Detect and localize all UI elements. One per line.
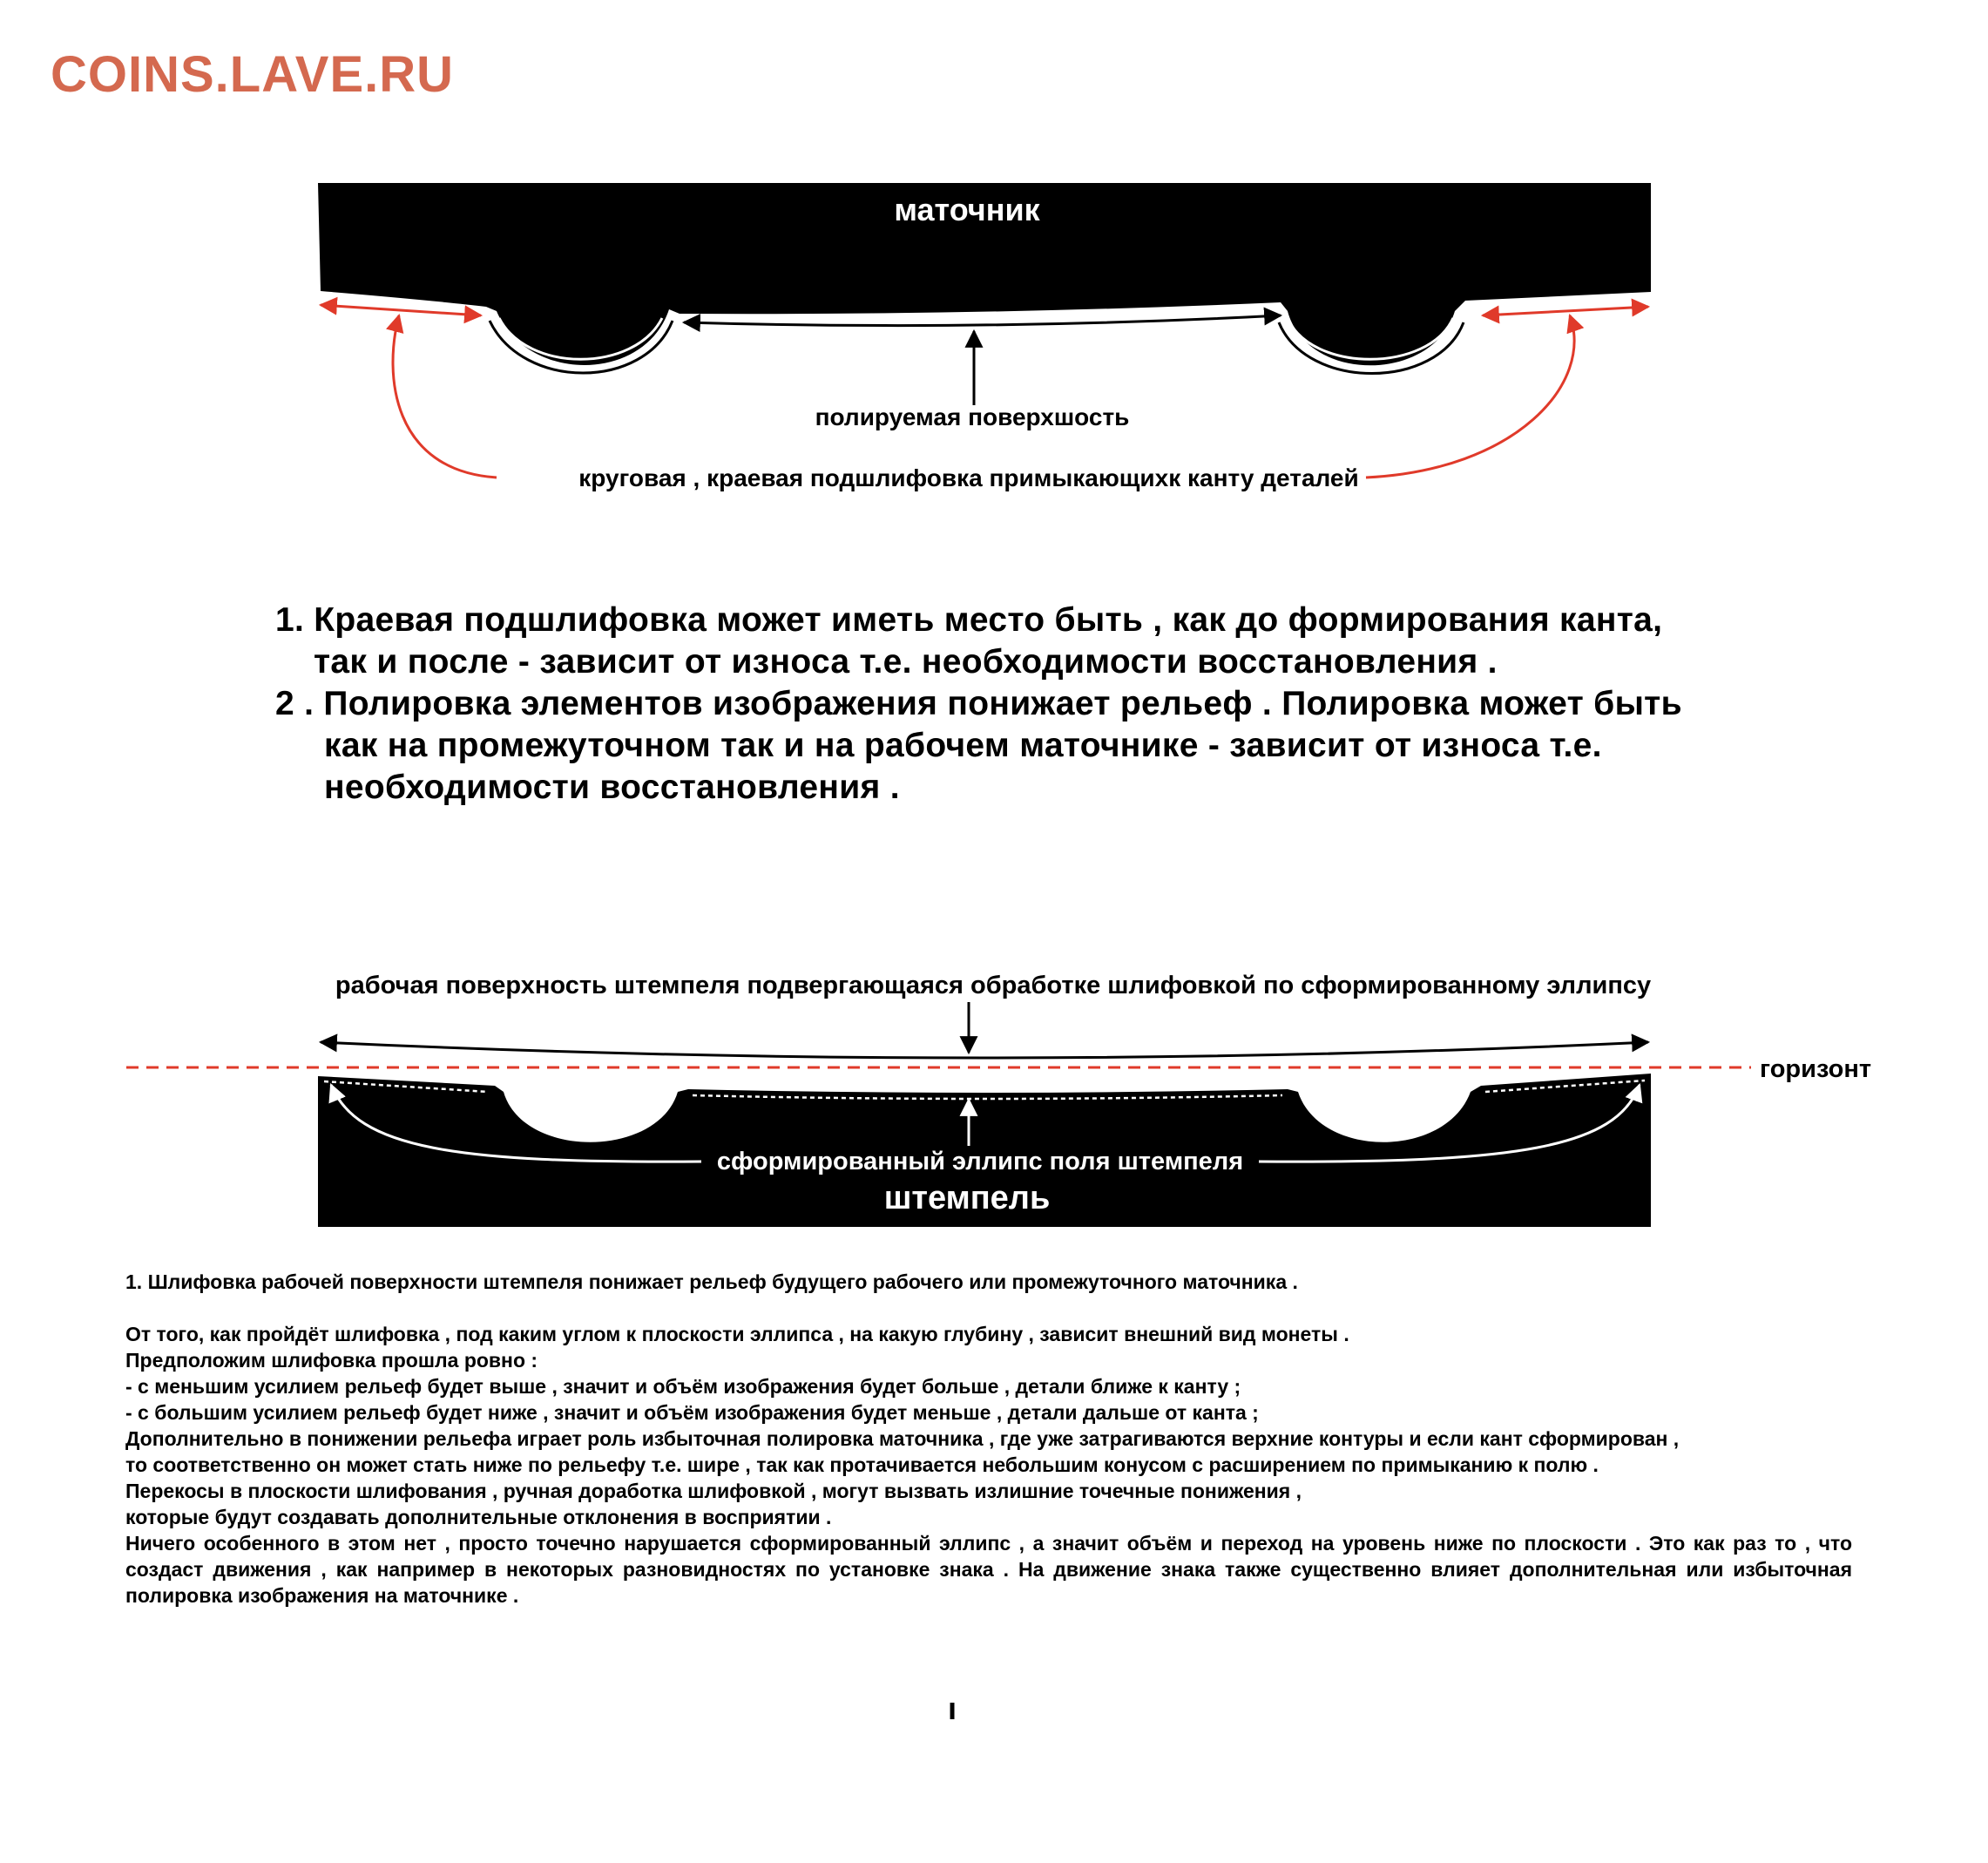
paragraph: Дополнительно в понижении рельефа играет роль избыточная полировка маточника , где уже затрагиваются верхние контуры и если кант сформирован ,: [125, 1427, 1680, 1450]
notes-section-1: [275, 600, 1682, 809]
edge-grinding-label: круговая , краевая подшлифовка примыкающихк канту деталей: [578, 464, 1359, 491]
paragraph: Предположим шлифовка прошла ровно :: [125, 1349, 538, 1372]
edge-pointer-left: [393, 315, 497, 478]
matrix-diagram: [318, 183, 1651, 491]
note-item-2: 2 . Полировка элементов изображения понижает рельеф . Полировка может быть: [275, 685, 1682, 722]
die-diagram: [126, 972, 1871, 1227]
die-label: штемпель: [883, 1180, 1051, 1216]
paragraph: 1. Шлифовка рабочей поверхности штемпеля понижает рельеф будущего рабочего или промежуточного маточника .: [125, 1270, 1298, 1293]
paragraph: Перекосы в плоскости шлифования , ручная доработка шлифовкой , могут вызвать излишние точечные понижения ,: [125, 1480, 1302, 1502]
matrix-label: маточник: [894, 192, 1040, 227]
paragraph: Ничего особенного в этом нет , просто точечно нарушается сформированный эллипс , а значит объём и переход на уровень ниже по плоскости . Это как раз то , что создаст движения , как например в некоторых разновидностях по установке знака . На движение знака также существенно влияет дополнительная или избыточная полировка изображения на маточнике .: [125, 1532, 1852, 1607]
polished-surface-label: полируемая поверхшость: [815, 403, 1130, 430]
polished-surface-arrow: [684, 315, 1281, 326]
working-surface-label: рабочая поверхность штемпеля подвергающаяся обработке шлифовкой по сформированному эллипсу: [335, 972, 1652, 999]
footer-mark: ı: [948, 1690, 957, 1726]
paragraph: - с меньшим усилием рельеф будет выше , значит и объём изображения будет больше , детали ближе к канту ;: [125, 1375, 1241, 1398]
note-item-2-cont: необходимости восстановления .: [324, 769, 900, 806]
notes-section-2: [125, 1269, 1852, 1609]
paragraph: - с большим усилием рельеф будет ниже , значит и объём изображения будет меньше , детали дальше от канта ;: [125, 1401, 1259, 1424]
edge-arrow-left: [321, 305, 481, 315]
note-item-2-cont: как на промежуточном так и на рабочем маточнике - зависит от износа т.е.: [324, 727, 1602, 764]
working-surface-arrow: [321, 1042, 1648, 1058]
note-item-1-cont: так и после - зависит от износа т.е. необходимости восстановления .: [314, 643, 1498, 681]
edge-arrow-right: [1483, 307, 1648, 315]
ellipse-label: сформированный эллипс поля штемпеля: [716, 1148, 1244, 1175]
paragraph: которые будут создавать дополнительные отклонения в восприятии .: [125, 1506, 832, 1528]
site-watermark: COINS.LAVE.RU: [51, 46, 455, 103]
horizon-label: горизонт: [1760, 1055, 1872, 1083]
paragraph: От того, как пройдёт шлифовка , под каким углом к плоскости эллипса , на какую глубину , зависит внешний вид монеты .: [125, 1323, 1349, 1345]
paragraph: то соответственно он может стать ниже по рельефу т.е. шире , так как протачивается небольшим конусом с расширением по примыканию к полю .: [125, 1453, 1599, 1476]
note-item-1: 1. Краевая подшлифовка может иметь место быть , как до формирования канта,: [275, 601, 1663, 639]
